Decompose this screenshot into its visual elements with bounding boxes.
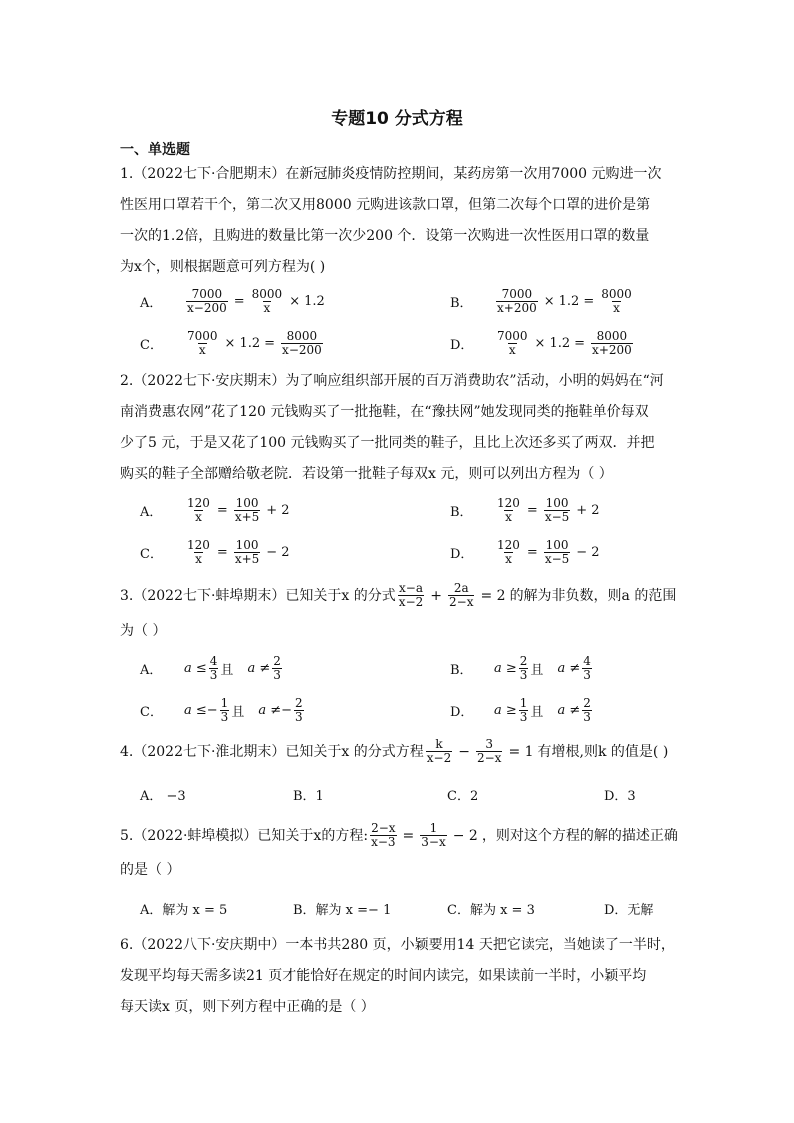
q2-line-2: 南消费惠农网”花了120 元钱购买了一批拖鞋，在“豫扶网”她发现同类的拖鞋单价每双 (120, 404, 649, 420)
q3-option-b[interactable]: B． a ≥ $\frac{2}{3}$ 且 a ≠ $\frac{4}{3}$ (450, 654, 591, 682)
fraction: $\frac{4}{3}$ (583, 654, 591, 682)
q2-option-a[interactable]: A． $\frac{120}{x}$ = $\frac{100}{x+5}$ + 2 (140, 496, 290, 524)
option-label: A． (140, 663, 163, 678)
q3-option-d[interactable]: D． a ≥ $\frac{1}{3}$ 且 a ≠ $\frac{2}{3}$ (450, 696, 591, 724)
option-label: C． (140, 547, 163, 562)
q6-line-1: 6.（2022八下·安庆期中）一本书共280 页，小颖要用14 天把它读完，当她读了一半时， (120, 937, 675, 953)
q2-line-1: 2.（2022七下·安庆期末）为了响应组织部开展的百万消费助农”活动，小明的妈妈在“河 (120, 373, 664, 389)
q3-line-1: 3.（2022七下·蚌埠期末）已知关于x 的分式 $\frac{x-a}{x-2}$ + $\frac{2a}{2-x}$ = 2 的解为非负数，则a 的范围 (120, 581, 677, 609)
q4-option-d[interactable]: D．3 (604, 789, 636, 804)
option-label: D． (450, 547, 474, 562)
option-label: D． (450, 705, 474, 720)
option-label: D． (450, 338, 474, 353)
fraction: $\frac{4}{3}$ (209, 654, 218, 682)
fraction: $\frac{x-a}{x-2}$ (398, 581, 424, 609)
section-heading: 一、单选题 (120, 142, 190, 158)
fraction: $\frac{7000}{x}$ (497, 329, 528, 357)
q1-option-b[interactable]: B． $\frac{7000}{x+200}$ × 1.2 = $\frac{8000}{x}$ (450, 287, 632, 315)
fraction: $\frac{100}{x-5}$ (544, 496, 570, 524)
q5-line-1: 5.（2022·蚌埠模拟）已知关于x的方程: $\frac{2-x}{x-3}$ = $\frac{1}{3-x}$ − 2 ，则对这个方程的解的描述正确 (120, 821, 678, 849)
fraction: $\frac{8000}{x}$ (601, 287, 632, 315)
q1-option-a[interactable]: A． $\frac{7000}{x-200}$ = $\frac{8000}{x}$ × 1.2 (140, 287, 325, 315)
q1-option-d[interactable]: D． $\frac{7000}{x}$ × 1.2 = $\frac{8000}{x+200}$ (450, 329, 632, 357)
q5-option-a[interactable]: A．解为 x = 5 (140, 903, 228, 918)
q2-option-c[interactable]: C． $\frac{120}{x}$ = $\frac{100}{x+5}$ − 2 (140, 538, 290, 566)
option-label: B． (450, 663, 473, 678)
q1-option-c[interactable]: C． $\frac{7000}{x}$ × 1.2 = $\frac{8000}{x-200}$ (140, 329, 322, 357)
fraction: $\frac{100}{x+5}$ (234, 496, 260, 524)
fraction: $\frac{120}{x}$ (187, 496, 210, 524)
option-label: A． (140, 505, 163, 520)
fraction: $\frac{8000}{x+200}$ (592, 329, 632, 357)
fraction: $\frac{120}{x}$ (497, 496, 520, 524)
option-label: C． (140, 338, 163, 353)
q5-option-d[interactable]: D．无解 (604, 903, 654, 918)
q2-option-d[interactable]: D． $\frac{120}{x}$ = $\frac{100}{x-5}$ − 2 (450, 538, 600, 566)
fraction: $\frac{2a}{2-x}$ (449, 581, 474, 609)
q4-option-a[interactable]: A． −3 (140, 789, 186, 804)
q1-line-3: 一次的1.2倍，且购进的数量比第一次少200 个．设第一次购进一次性医用口罩的数量 (120, 228, 650, 244)
fraction: $\frac{2}{3}$ (519, 654, 528, 682)
fraction: $\frac{7000}{x+200}$ (497, 287, 537, 315)
q4-line-1: 4.（2022七下·淮北期末）已知关于x 的分式方程 $\frac{k}{x-2}$ − $\frac{3}{2-x}$ = 1 有增根,则k 的值是( ) (120, 737, 669, 765)
fraction: $\frac{7000}{x}$ (187, 329, 218, 357)
option-label: A． (140, 296, 163, 311)
q5-line-2: 的是（ ） (120, 862, 181, 878)
q1-line-2: 性医用口罩若干个，第二次又用8000 元购进该款口罩，但第二次每个口罩的进价是第 (120, 197, 651, 213)
option-label: B． (450, 505, 473, 520)
fraction: $\frac{1}{3-x}$ (421, 821, 446, 849)
q5-option-b[interactable]: B．解为 x =− 1 (293, 903, 392, 918)
q1-line-4: 为x个，则根据题意可列方程为( ) (120, 259, 326, 275)
q3-option-a[interactable]: A． a ≤ $\frac{4}{3}$ 且 a ≠ $\frac{2}{3}$ (140, 654, 281, 682)
q6-line-2: 发现平均每天需多读21 页才能恰好在规定的时间内读完，如果读前一半时，小颖平均 (120, 968, 647, 984)
q2-line-4: 购买的鞋子全部赠给敬老院．若设第一批鞋子每双x 元，则可以列出方程为（ ） (120, 466, 613, 482)
fraction: $\frac{3}{2-x}$ (476, 737, 502, 765)
fraction: $\frac{2}{3}$ (273, 654, 281, 682)
q4-option-b[interactable]: B．1 (293, 789, 324, 804)
q3-option-c[interactable]: C． a ≤− $\frac{1}{3}$ 且 a ≠− $\frac{2}{3}$ (140, 696, 303, 724)
option-label: C． (140, 705, 163, 720)
fraction: $\frac{7000}{x-200}$ (187, 287, 227, 315)
fraction: $\frac{8000}{x}$ (251, 287, 283, 315)
page-title: 专题10 分式方程 (331, 109, 463, 129)
fraction: $\frac{1}{3}$ (519, 696, 528, 724)
q1-line-1: 1.（2022七下·合肥期末）在新冠肺炎疫情防控期间，某药房第一次用7000 元购进一次 (120, 166, 662, 182)
q3-line-2: 为（ ） (120, 623, 167, 639)
fraction: $\frac{1}{3}$ (220, 696, 229, 724)
option-label: B． (450, 296, 473, 311)
fraction: $\frac{2}{3}$ (583, 696, 591, 724)
q5-option-c[interactable]: C．解为 x = 3 (447, 903, 535, 918)
fraction: $\frac{120}{x}$ (187, 538, 210, 566)
fraction: $\frac{2}{3}$ (295, 696, 303, 724)
q4-option-c[interactable]: C．2 (447, 789, 479, 804)
fraction: $\frac{120}{x}$ (497, 538, 520, 566)
q2-line-3: 少了5 元，于是又花了100 元钱购买了一批同类的鞋子，且比上次还多买了两双．并把 (120, 435, 655, 451)
q2-option-b[interactable]: B． $\frac{120}{x}$ = $\frac{100}{x-5}$ + 2 (450, 496, 600, 524)
fraction: $\frac{100}{x+5}$ (234, 538, 260, 566)
fraction: $\frac{8000}{x-200}$ (282, 329, 322, 357)
fraction: $\frac{k}{x-2}$ (426, 737, 452, 765)
q6-line-3: 每天读x 页，则下列方程中正确的是（ ） (120, 999, 375, 1015)
fraction: $\frac{100}{x-5}$ (544, 538, 570, 566)
fraction: $\frac{2-x}{x-3}$ (371, 821, 396, 849)
